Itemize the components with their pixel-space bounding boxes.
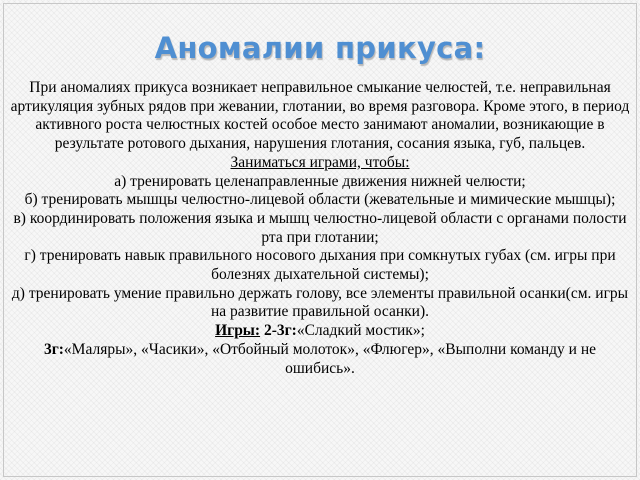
task-item-g: г) тренировать навык правильного носового дыхания при сомкнутых губах (см. игры при болезнях дыхательной системы); [24,247,616,284]
games-age-label-2: 3г: [43,340,64,358]
tasks-heading: Заниматься играми, чтобы: [230,153,410,171]
task-item-a: а) тренировать целенаправленные движения нижней челюсти; [114,172,526,190]
games-line-1 [10,322,630,341]
slide-body [10,79,630,378]
intro-paragraph: При аномалиях прикуса возникает неправильное смыкание челюстей, т.е. неправильная артикуляция зубных рядов при жевании, глотании, во время разговора. Кроме этого, в период активного роста челюстных костей особое место занимают аномалии, возникающие в результате ротового дыхания, нарушения глотания, сосания языка, губ, пальцев. [10,79,630,153]
task-item-b: б) тренировать мышцы челюстно-лицевой области (жевательные и мимические мышцы); [24,191,616,209]
games-list-2: «Маляры», «Часики», «Отбойный молоток», «Флюгер», «Выполни команду и не ошибись». [63,340,597,377]
games-list-1: «Сладкий мостик»; [296,322,425,340]
slide-title: Аномалии прикуса: [154,31,486,65]
task-item-d: д) тренировать умение правильно держать голову, все элементы правильной осанки(см. игры на развитие правильной осанки). [11,284,629,321]
games-label: Игры: [215,322,261,340]
task-item-v: в) координировать положения языка и мышц челюстно-лицевой области с органами полости рта при глотании; [13,209,627,246]
games-line-2 [10,341,630,378]
games-age-label-1: 2-3г: [263,322,297,340]
